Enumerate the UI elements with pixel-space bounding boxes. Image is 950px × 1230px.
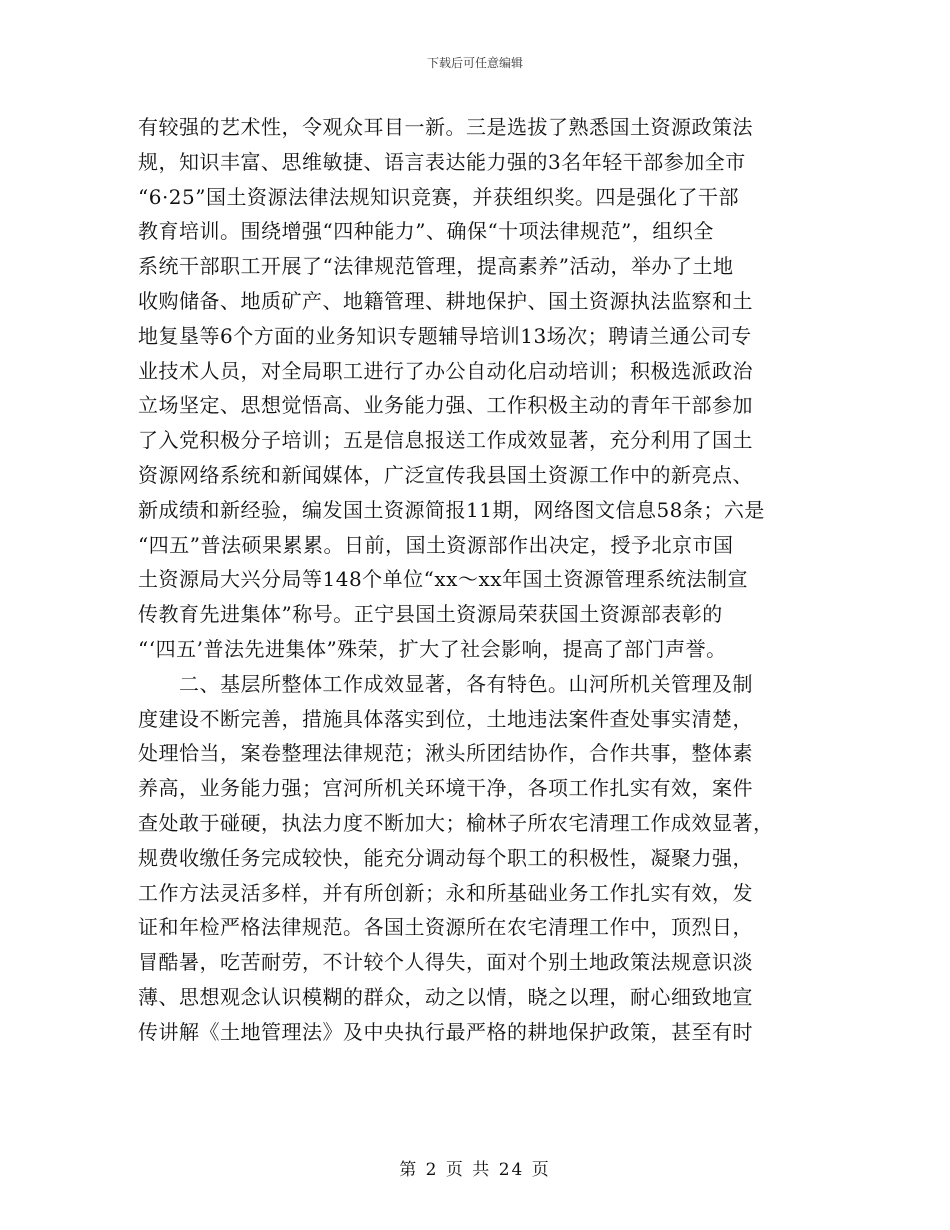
text-line: 查处敢于碰硬，执法力度不断加大；榆林子所农宅清理工作成效显著， (138, 810, 774, 835)
text-line: 度建设不断完善，措施具体落实到位，土地违法案件查处事实清楚， (138, 706, 753, 731)
text-line: 教育培训。围绕增强“四种能力”、确保“十项法律规范”，组织全 (138, 219, 714, 244)
text-line: 传讲解《土地管理法》及中央执行最严格的耕地保护政策，甚至有时 (138, 1019, 753, 1044)
text-line: 二、基层所整体工作成效显著，各有特色。山河所机关管理及制 (138, 671, 753, 696)
body-text (138, 110, 818, 1050)
text-line: “‘四五’普法先进集体”殊荣，扩大了社会影响，提高了部门声誉。 (138, 636, 727, 661)
text-line: 养高，业务能力强；宫河所机关环境干净，各项工作扎实有效，案件 (138, 776, 753, 801)
text-line: 工作方法灵活多样，并有所创新；永和所基础业务工作扎实有效，发 (138, 880, 753, 905)
text-line: 冒酷暑，吃苦耐劳，不计较个人得失，面对个别土地政策法规意识淡 (138, 950, 753, 975)
text-line: 新成绩和新经验，编发国土资源简报11期，网络图文信息58条；六是 (138, 497, 765, 522)
text-line: 地复垦等6个方面的业务知识专题辅导培训13场次；聘请兰通公司专 (138, 323, 752, 348)
page-footer: 第 2 页 共 24 页 (399, 1160, 551, 1180)
page-header: 下载后可任意编辑 (426, 56, 523, 70)
text-line: 收购储备、地质矿产、地籍管理、耕地保护、国土资源执法监察和土 (138, 288, 753, 313)
text-line: 规，知识丰富、思维敏捷、语言表达能力强的3名年轻干部参加全市 (138, 149, 746, 174)
text-line: 薄、思想观念认识模糊的群众，动之以情，晓之以理，耐心细致地宣 (138, 984, 753, 1009)
text-line: “四五”普法硕果累累。日前，国土资源部作出决定，授予北京市国 (138, 532, 734, 557)
text-line: 了入党积极分子培训；五是信息报送工作成效显著，充分利用了国土 (138, 428, 753, 453)
text-line: 资源网络系统和新闻媒体，广泛宣传我县国土资源工作中的新亮点、 (138, 462, 753, 487)
text-line: 规费收缴任务完成较快，能充分调动每个职工的积极性，凝聚力强， (138, 845, 753, 870)
text-line: 处理恰当，案卷整理法律规范；湫头所团结协作，合作共事，整体素 (138, 741, 753, 766)
text-line: “6·25”国土资源法律法规知识竞赛，并获组织奖。四是强化了干部 (138, 184, 739, 209)
text-line: 业技术人员，对全局职工进行了办公自动化启动培训；积极选派政治 (138, 358, 753, 383)
text-line: 系统干部职工开展了“法律规范管理，提高素养”活动，举办了土地 (138, 254, 734, 279)
text-line: 证和年检严格法律规范。各国土资源所在农宅清理工作中，顶烈日， (138, 915, 753, 940)
text-line: 传教育先进集体”称号。正宁县国土资源局荣获国土资源部表彰的 (138, 602, 723, 627)
text-line: 立场坚定、思想觉悟高、业务能力强、工作积极主动的青年干部参加 (138, 393, 753, 418)
text-line: 有较强的艺术性，令观众耳目一新。三是选拔了熟悉国土资源政策法 (138, 115, 753, 139)
text-line: 土资源局大兴分局等148个单位“xx～xx年国土资源管理系统法制宣 (138, 567, 749, 592)
